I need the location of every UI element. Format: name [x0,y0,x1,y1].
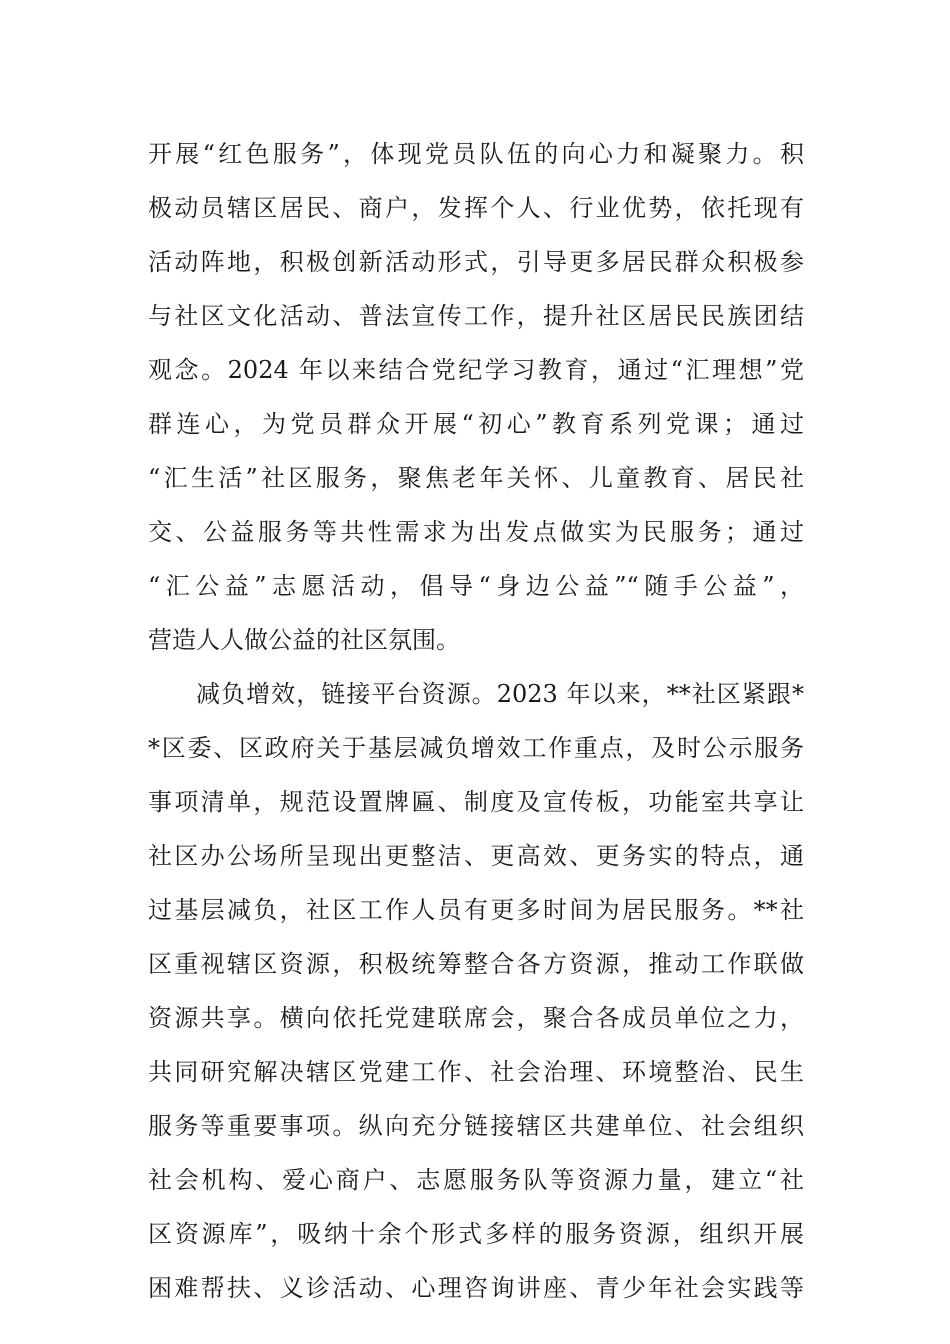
text-line-6: 群连心，为党员群众开展“初心”教育系列党课；通过 [148,410,804,438]
text-line-11: 减负增效，链接平台资源。2023 年以来，**社区紧跟* [196,680,804,708]
text-line-17: 资源共享。横向依托党建联席会，聚合各成员单位之力， [148,1004,804,1032]
text-line-3: 活动阵地，积极创新活动形式，引导更多居民群众积极参 [148,248,804,276]
text-line-4: 与社区文化活动、普法宣传工作，提升社区居民民族团结 [148,302,804,330]
text-line-13: 事项清单，规范设置牌匾、制度及宣传板，功能室共享让 [148,788,804,816]
text-line-9: “汇公益”志愿活动，倡导“身边公益”“随手公益”， [148,572,804,600]
text-line-2: 极动员辖区居民、商户，发挥个人、行业优势，依托现有 [148,194,804,222]
text-line-12: *区委、区政府关于基层减负增效工作重点，及时公示服务 [148,734,804,762]
text-line-5: 观念。2024 年以来结合党纪学习教育，通过“汇理想”党 [148,356,804,384]
text-line-16: 区重视辖区资源，积极统筹整合各方资源，推动工作联做 [148,950,804,978]
text-line-19: 服务等重要事项。纵向充分链接辖区共建单位、社会组织 [148,1112,804,1140]
text-line-7: “汇生活”社区服务，聚焦老年关怀、儿童教育、居民社 [148,464,804,492]
text-line-15: 过基层减负，社区工作人员有更多时间为居民服务。**社 [148,896,804,924]
text-line-1: 开展“红色服务”，体现党员队伍的向心力和凝聚力。积 [148,140,804,168]
text-line-10: 营造人人做公益的社区氛围。 [148,626,460,654]
text-line-18: 共同研究解决辖区党建工作、社会治理、环境整治、民生 [148,1058,804,1086]
text-line-20: 社会机构、爱心商户、志愿服务队等资源力量，建立“社 [148,1166,804,1194]
text-line-21: 区资源库”，吸纳十余个形式多样的服务资源，组织开展 [148,1220,804,1248]
text-line-8: 交、公益服务等共性需求为出发点做实为民服务；通过 [148,518,804,546]
text-line-14: 社区办公场所呈现出更整洁、更高效、更务实的特点，通 [148,842,804,870]
text-line-22: 困难帮扶、义诊活动、心理咨询讲座、青少年社会实践等 [148,1274,804,1302]
